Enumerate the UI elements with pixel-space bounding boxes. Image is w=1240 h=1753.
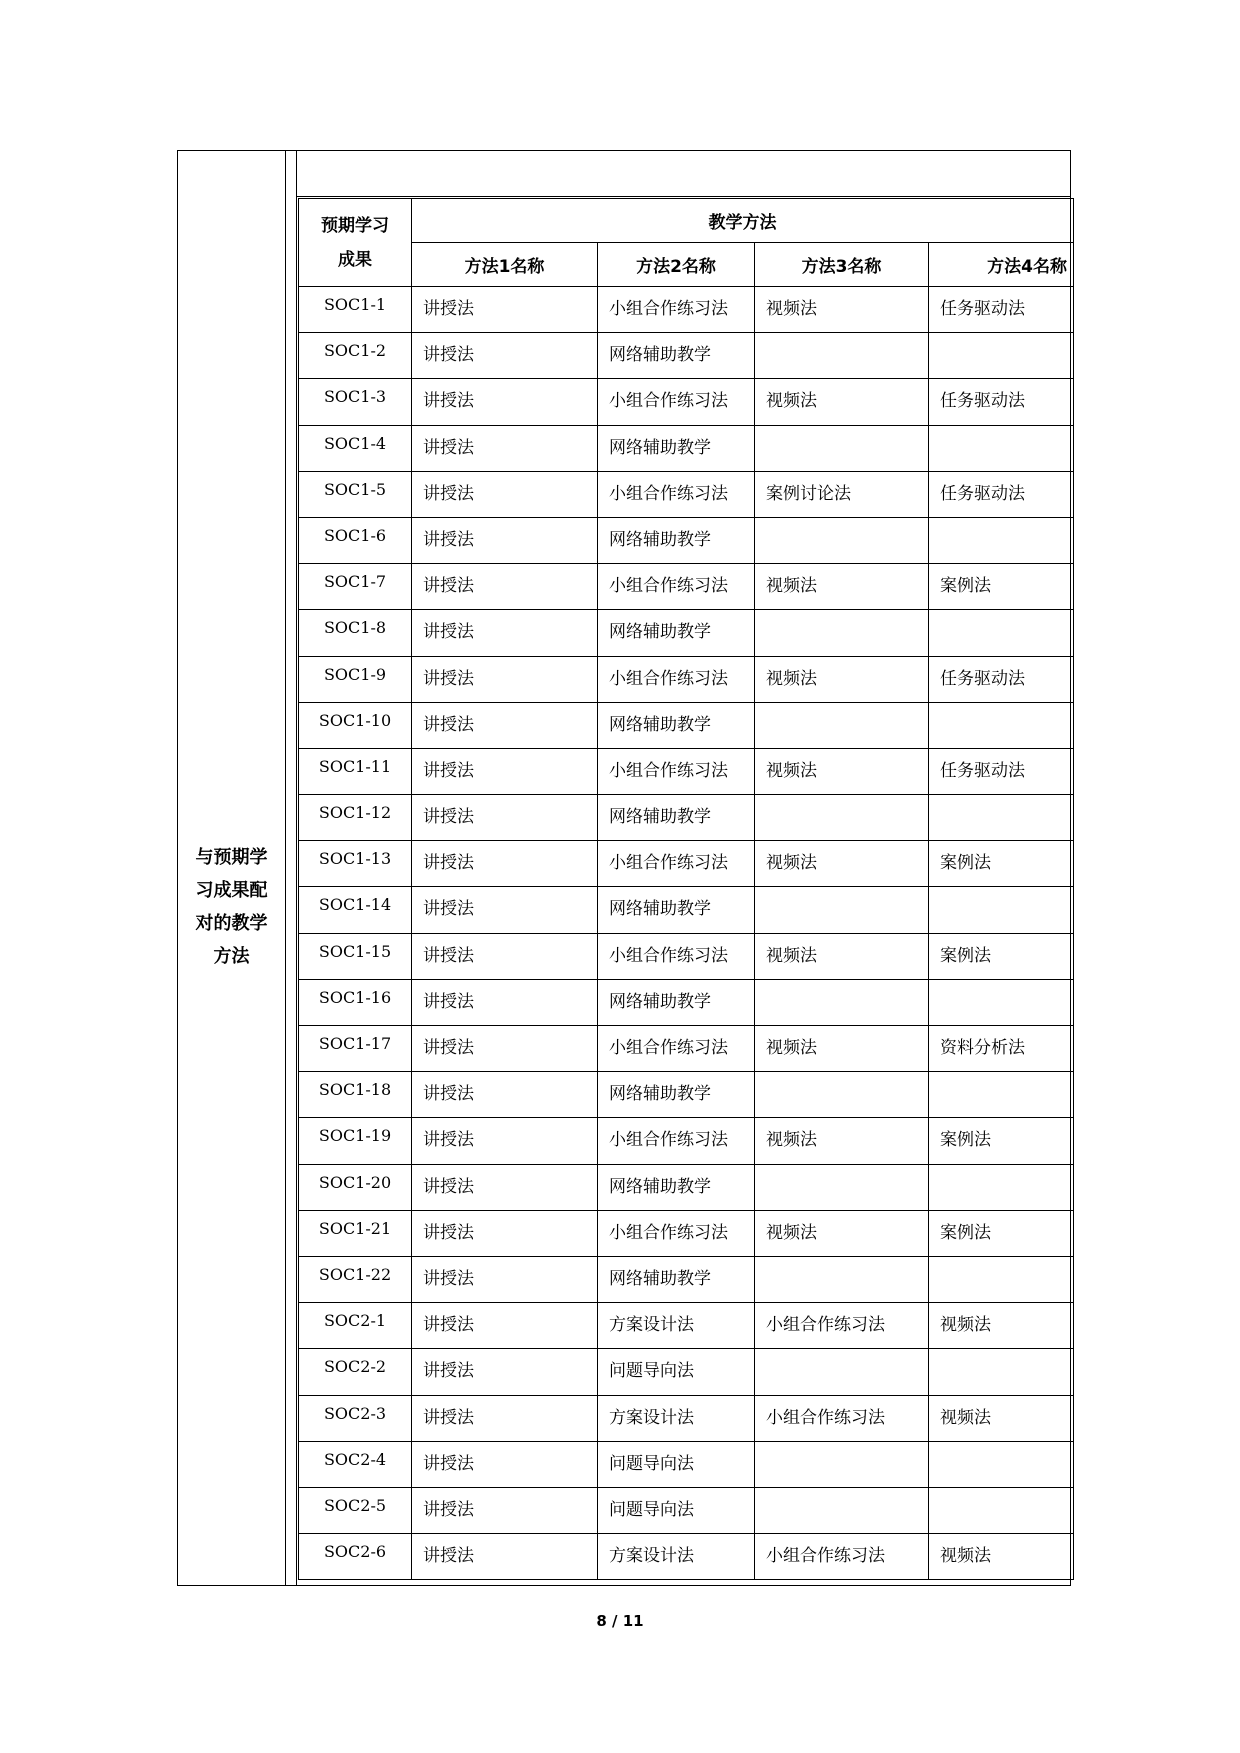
header-method-4: 方法4名称 xyxy=(929,243,1074,287)
method-1-cell: 讲授法 xyxy=(412,1210,598,1256)
outcome-code: SOC1-21 xyxy=(299,1210,412,1256)
outcome-code: SOC2-6 xyxy=(299,1534,412,1580)
method-1-cell: 讲授法 xyxy=(412,979,598,1025)
method-2-cell: 网络辅助教学 xyxy=(598,887,755,933)
method-2-cell: 方案设计法 xyxy=(598,1303,755,1349)
method-4-cell xyxy=(929,795,1074,841)
table-row xyxy=(299,1210,1074,1256)
method-4-cell: 任务驱动法 xyxy=(929,287,1074,333)
outcome-code: SOC1-13 xyxy=(299,841,412,887)
method-1-cell: 讲授法 xyxy=(412,1118,598,1164)
outcome-code: SOC1-6 xyxy=(299,517,412,563)
method-1-cell: 讲授法 xyxy=(412,425,598,471)
method-4-cell: 案例法 xyxy=(929,1210,1074,1256)
outcome-code: SOC1-20 xyxy=(299,1164,412,1210)
method-3-cell: 小组合作练习法 xyxy=(755,1303,929,1349)
method-3-cell: 案例讨论法 xyxy=(755,471,929,517)
methods-table-frame xyxy=(177,150,1071,1586)
method-3-cell: 视频法 xyxy=(755,1118,929,1164)
side-label-line: 习成果配 xyxy=(195,880,268,901)
table-row xyxy=(299,933,1074,979)
table-row xyxy=(299,1164,1074,1210)
outcome-code: SOC1-18 xyxy=(299,1072,412,1118)
table-row xyxy=(299,425,1074,471)
method-2-cell: 问题导向法 xyxy=(598,1441,755,1487)
outcome-code: SOC1-22 xyxy=(299,1256,412,1302)
method-1-cell: 讲授法 xyxy=(412,1395,598,1441)
method-4-cell: 任务驱动法 xyxy=(929,656,1074,702)
method-1-cell: 讲授法 xyxy=(412,748,598,794)
method-3-cell xyxy=(755,1256,929,1302)
method-3-cell xyxy=(755,1072,929,1118)
method-1-cell: 讲授法 xyxy=(412,517,598,563)
outcome-code: SOC1-4 xyxy=(299,425,412,471)
outcome-code: SOC1-12 xyxy=(299,795,412,841)
method-3-cell xyxy=(755,702,929,748)
method-1-cell: 讲授法 xyxy=(412,841,598,887)
outcome-code: SOC1-7 xyxy=(299,564,412,610)
method-3-cell xyxy=(755,610,929,656)
method-3-cell xyxy=(755,1349,929,1395)
method-1-cell: 讲授法 xyxy=(412,702,598,748)
method-1-cell: 讲授法 xyxy=(412,1072,598,1118)
method-1-cell: 讲授法 xyxy=(412,933,598,979)
side-label xyxy=(178,841,285,973)
method-1-cell: 讲授法 xyxy=(412,564,598,610)
method-3-cell xyxy=(755,425,929,471)
method-4-cell: 资料分析法 xyxy=(929,1026,1074,1072)
method-3-cell xyxy=(755,795,929,841)
side-label-line: 与预期学 xyxy=(195,847,268,868)
header-method-2: 方法2名称 xyxy=(598,243,755,287)
outcome-code: SOC1-19 xyxy=(299,1118,412,1164)
method-1-cell: 讲授法 xyxy=(412,333,598,379)
table-row xyxy=(299,517,1074,563)
table-row xyxy=(299,471,1074,517)
method-3-cell: 视频法 xyxy=(755,656,929,702)
method-2-cell: 小组合作练习法 xyxy=(598,1026,755,1072)
method-4-cell xyxy=(929,887,1074,933)
method-4-cell: 案例法 xyxy=(929,1118,1074,1164)
method-2-cell: 问题导向法 xyxy=(598,1349,755,1395)
method-3-cell: 视频法 xyxy=(755,1026,929,1072)
outcome-code: SOC1-16 xyxy=(299,979,412,1025)
outcome-code: SOC1-2 xyxy=(299,333,412,379)
method-2-cell: 小组合作练习法 xyxy=(598,379,755,425)
inner-divider xyxy=(296,151,297,1585)
table-row xyxy=(299,1072,1074,1118)
header-methods-group: 教学方法 xyxy=(412,199,1074,243)
method-1-cell: 讲授法 xyxy=(412,471,598,517)
method-3-cell: 视频法 xyxy=(755,748,929,794)
method-3-cell: 视频法 xyxy=(755,564,929,610)
table-row xyxy=(299,1118,1074,1164)
method-2-cell: 小组合作练习法 xyxy=(598,656,755,702)
outcome-code: SOC2-2 xyxy=(299,1349,412,1395)
outcome-code: SOC1-10 xyxy=(299,702,412,748)
method-4-cell xyxy=(929,425,1074,471)
method-1-cell: 讲授法 xyxy=(412,1303,598,1349)
method-4-cell: 视频法 xyxy=(929,1534,1074,1580)
method-1-cell: 讲授法 xyxy=(412,1487,598,1533)
table-row xyxy=(299,979,1074,1025)
method-4-cell: 视频法 xyxy=(929,1395,1074,1441)
header-outcome xyxy=(299,199,412,287)
side-label-line: 方法 xyxy=(213,946,250,967)
method-3-cell: 视频法 xyxy=(755,379,929,425)
method-4-cell: 案例法 xyxy=(929,841,1074,887)
method-1-cell: 讲授法 xyxy=(412,795,598,841)
outcome-code: SOC1-3 xyxy=(299,379,412,425)
header-outcome-line: 成果 xyxy=(338,249,372,270)
method-4-cell xyxy=(929,1441,1074,1487)
outcome-code: SOC1-11 xyxy=(299,748,412,794)
method-3-cell xyxy=(755,1441,929,1487)
table-row xyxy=(299,287,1074,333)
table-row xyxy=(299,748,1074,794)
method-4-cell xyxy=(929,333,1074,379)
outcome-code: SOC2-1 xyxy=(299,1303,412,1349)
method-3-cell xyxy=(755,1164,929,1210)
method-4-cell xyxy=(929,979,1074,1025)
method-4-cell xyxy=(929,702,1074,748)
outcome-code: SOC1-14 xyxy=(299,887,412,933)
method-4-cell xyxy=(929,1072,1074,1118)
method-4-cell: 视频法 xyxy=(929,1303,1074,1349)
method-3-cell: 小组合作练习法 xyxy=(755,1395,929,1441)
method-1-cell: 讲授法 xyxy=(412,1026,598,1072)
table-row xyxy=(299,1441,1074,1487)
header-method-3: 方法3名称 xyxy=(755,243,929,287)
method-1-cell: 讲授法 xyxy=(412,887,598,933)
outcome-code: SOC1-15 xyxy=(299,933,412,979)
table-row xyxy=(299,1303,1074,1349)
method-4-cell: 任务驱动法 xyxy=(929,379,1074,425)
header-method-1: 方法1名称 xyxy=(412,243,598,287)
method-4-cell xyxy=(929,1487,1074,1533)
method-1-cell: 讲授法 xyxy=(412,1349,598,1395)
method-2-cell: 网络辅助教学 xyxy=(598,795,755,841)
top-divider xyxy=(296,196,1070,197)
method-3-cell: 小组合作练习法 xyxy=(755,1534,929,1580)
table-row xyxy=(299,1026,1074,1072)
table-row xyxy=(299,564,1074,610)
table-row xyxy=(299,1395,1074,1441)
method-2-cell: 网络辅助教学 xyxy=(598,425,755,471)
method-4-cell: 任务驱动法 xyxy=(929,748,1074,794)
outcome-code: SOC2-3 xyxy=(299,1395,412,1441)
side-label-cell xyxy=(178,151,286,1585)
outcome-code: SOC2-5 xyxy=(299,1487,412,1533)
method-1-cell: 讲授法 xyxy=(412,1534,598,1580)
table-row xyxy=(299,795,1074,841)
method-1-cell: 讲授法 xyxy=(412,1441,598,1487)
method-3-cell xyxy=(755,887,929,933)
method-2-cell: 小组合作练习法 xyxy=(598,1210,755,1256)
method-2-cell: 方案设计法 xyxy=(598,1534,755,1580)
method-2-cell: 小组合作练习法 xyxy=(598,564,755,610)
table-row xyxy=(299,841,1074,887)
table-row xyxy=(299,656,1074,702)
method-3-cell xyxy=(755,333,929,379)
outcome-code: SOC1-9 xyxy=(299,656,412,702)
method-1-cell: 讲授法 xyxy=(412,1164,598,1210)
method-2-cell: 小组合作练习法 xyxy=(598,287,755,333)
method-4-cell: 案例法 xyxy=(929,933,1074,979)
method-4-cell xyxy=(929,610,1074,656)
method-2-cell: 网络辅助教学 xyxy=(598,517,755,563)
page-number: 8 / 11 xyxy=(596,1612,644,1630)
method-2-cell: 网络辅助教学 xyxy=(598,1256,755,1302)
methods-table xyxy=(298,198,1074,1580)
method-2-cell: 网络辅助教学 xyxy=(598,333,755,379)
method-3-cell: 视频法 xyxy=(755,933,929,979)
method-4-cell xyxy=(929,1349,1074,1395)
method-4-cell xyxy=(929,517,1074,563)
method-4-cell: 案例法 xyxy=(929,564,1074,610)
method-3-cell: 视频法 xyxy=(755,287,929,333)
table-body xyxy=(299,287,1074,1580)
outcome-code: SOC1-1 xyxy=(299,287,412,333)
method-2-cell: 小组合作练习法 xyxy=(598,841,755,887)
outcome-code: SOC1-17 xyxy=(299,1026,412,1072)
header-outcome-line: 预期学习 xyxy=(321,215,389,236)
outcome-code: SOC1-8 xyxy=(299,610,412,656)
method-4-cell xyxy=(929,1164,1074,1210)
side-label-line: 对的教学 xyxy=(195,913,268,934)
method-2-cell: 网络辅助教学 xyxy=(598,1164,755,1210)
method-2-cell: 网络辅助教学 xyxy=(598,610,755,656)
table-row xyxy=(299,333,1074,379)
table-row xyxy=(299,1349,1074,1395)
method-3-cell xyxy=(755,979,929,1025)
method-3-cell xyxy=(755,517,929,563)
table-row xyxy=(299,379,1074,425)
method-2-cell: 问题导向法 xyxy=(598,1487,755,1533)
method-2-cell: 网络辅助教学 xyxy=(598,1072,755,1118)
method-4-cell xyxy=(929,1256,1074,1302)
method-3-cell xyxy=(755,1487,929,1533)
method-3-cell: 视频法 xyxy=(755,841,929,887)
method-2-cell: 小组合作练习法 xyxy=(598,933,755,979)
outcome-code: SOC2-4 xyxy=(299,1441,412,1487)
table-row xyxy=(299,1256,1074,1302)
method-2-cell: 小组合作练习法 xyxy=(598,748,755,794)
method-1-cell: 讲授法 xyxy=(412,610,598,656)
method-1-cell: 讲授法 xyxy=(412,656,598,702)
method-2-cell: 网络辅助教学 xyxy=(598,979,755,1025)
method-4-cell: 任务驱动法 xyxy=(929,471,1074,517)
method-1-cell: 讲授法 xyxy=(412,379,598,425)
method-2-cell: 网络辅助教学 xyxy=(598,702,755,748)
table-row xyxy=(299,1487,1074,1533)
method-3-cell: 视频法 xyxy=(755,1210,929,1256)
outcome-code: SOC1-5 xyxy=(299,471,412,517)
method-1-cell: 讲授法 xyxy=(412,287,598,333)
method-2-cell: 方案设计法 xyxy=(598,1395,755,1441)
method-2-cell: 小组合作练习法 xyxy=(598,1118,755,1164)
table-row xyxy=(299,1534,1074,1580)
table-row xyxy=(299,702,1074,748)
method-2-cell: 小组合作练习法 xyxy=(598,471,755,517)
method-1-cell: 讲授法 xyxy=(412,1256,598,1302)
table-row xyxy=(299,610,1074,656)
table-row xyxy=(299,887,1074,933)
